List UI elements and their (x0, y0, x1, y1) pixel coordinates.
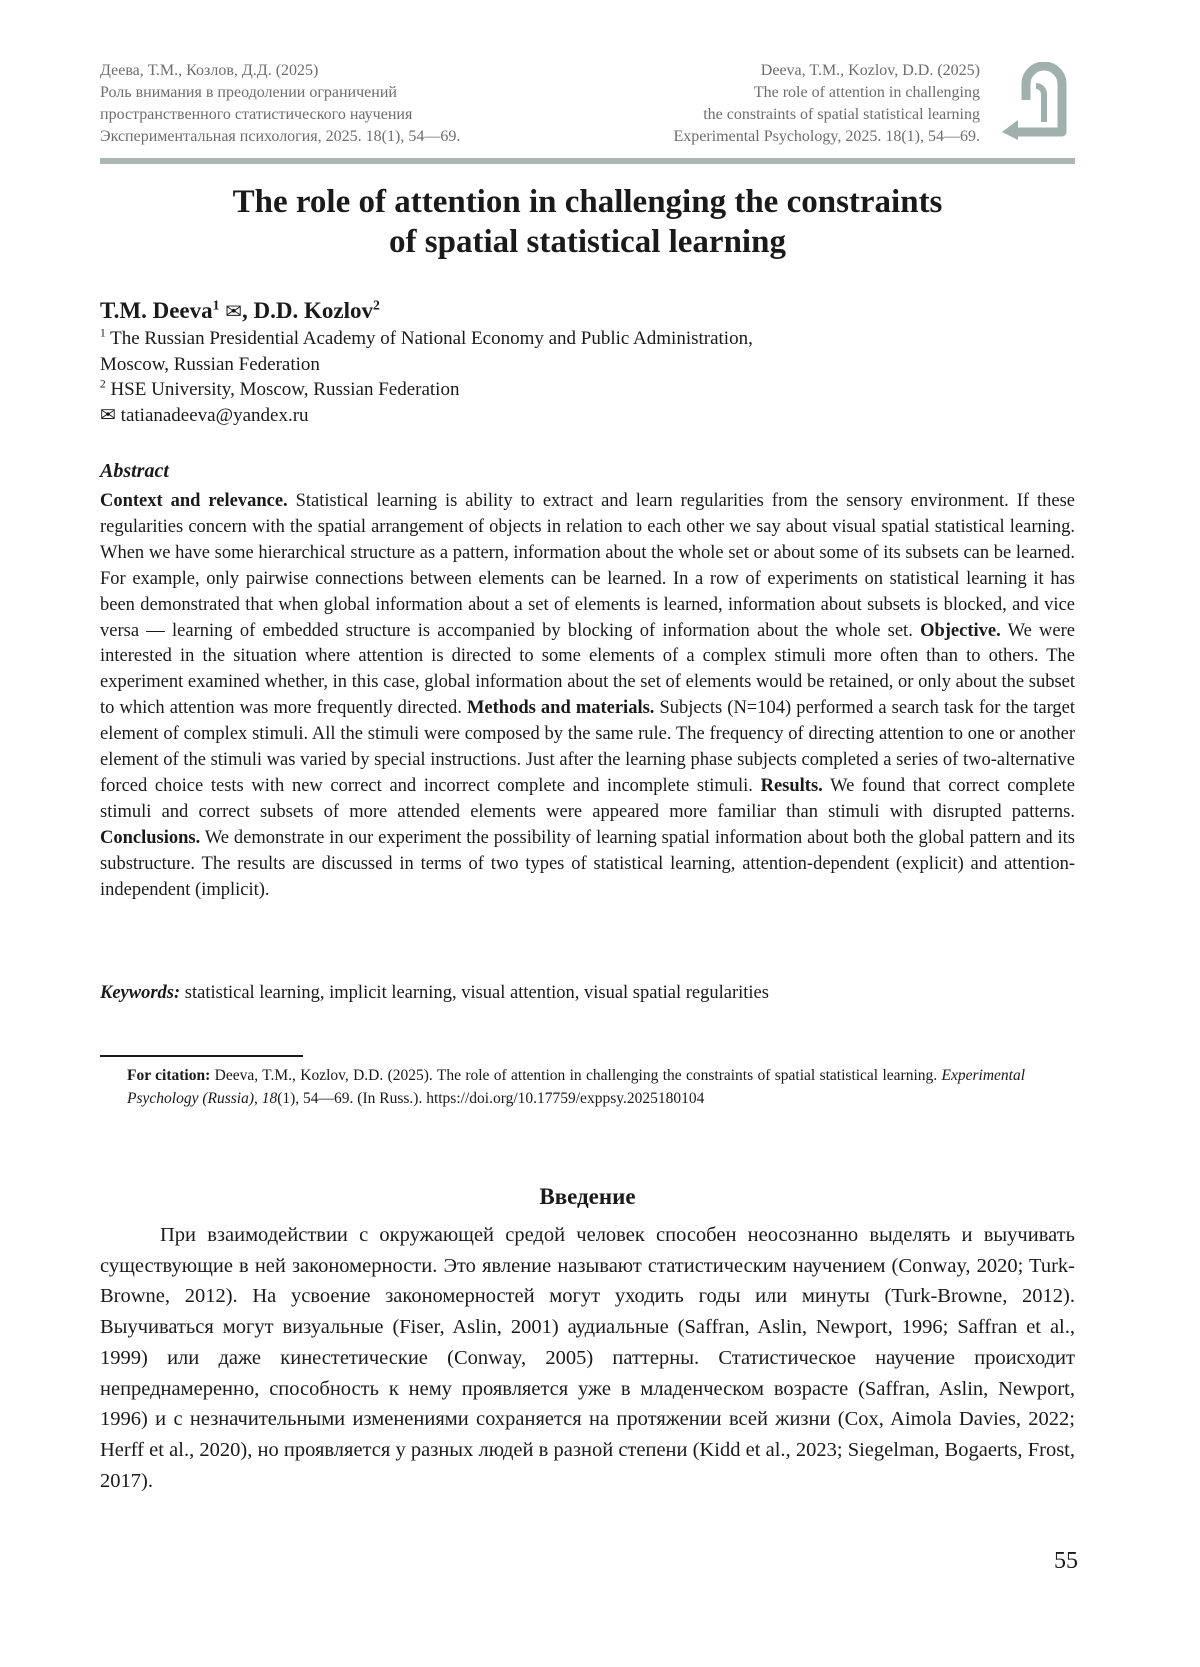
abstract-segment: Subjects (N=104) performed a search task for the target element of complex stimuli. All the stimuli were composed by the same rule. The frequency of directing attention to one or another element of the stimuli was varied by special instructions. Just after the learning phase subjects completed a series of two-alternative forced choice tests with new correct and incorrect complete and incomplete stimuli. (100, 698, 1076, 796)
email-address[interactable]: tatianadeeva@yandex.ru (115, 404, 309, 426)
keywords-text: statistical learning, implicit learning, visual attention, visual spatial regularities (180, 983, 769, 1003)
abstract-segment: Statistical learning is ability to extract and learn regularities from the sensory environment. If these regularities concern with the spatial arrangement of objects in relation to each other we say about visual spatial statistical learning. When we have some hierarchical structure as a pattern, information about the whole set or about some of its subsets can be learned. For example, only pairwise connections between elements can be learned. In a row of experiments on statistical learning it has been demonstrated that when global information about a set of elements is learned, information about subsets is blocked, and vice versa — learning of embedded structure is accompanied by blocking of information about the whole set. (100, 491, 1075, 641)
citation-text: (1), 54—69. (In Russ.). https://doi.org/10.17759/exppsy.2025180104 (277, 1090, 705, 1107)
keywords-label: Keywords: (100, 983, 181, 1003)
citation-journal: Experimental Psychology (Russia) (127, 1067, 1026, 1107)
citation-text: , (253, 1090, 262, 1107)
running-head-line: Experimental Psychology, 2025. 18(1), 54—69. (673, 128, 980, 145)
affiliation-1-cont: Moscow, Russian Federation (100, 353, 320, 375)
abstract-segment: We were interested in the situation where attention is directed to some elements of a complex stimuli more often than to others. The experiment examined whether, in this case, global information about the set of elements would be retained, or only about the subset to which attention was more frequently directed. (100, 620, 1075, 719)
running-head-line: The role of attention in challenging (753, 84, 980, 101)
section-heading: Введение (539, 1184, 636, 1209)
running-head-line: Деева, Т.М., Козлов, Д.Д. (2025) (100, 62, 319, 79)
citation-note (127, 1064, 1025, 1110)
article-title (100, 182, 1075, 262)
abstract-heading: Abstract (100, 460, 169, 482)
abstract-label: Methods and materials. (466, 698, 655, 719)
author-list (100, 298, 380, 324)
journal-logo-icon (1000, 62, 1072, 140)
introduction-paragraph: При взаимодействии с окружающей средой человек способен неосознанно выделять и выучивать существующие в ней закономерности. Это явление называют статистическим научением (Conway, 2020; Turk-Browne, 2012). На усвоение закономерностей могут уходить годы или минуты (Turk-Browne, 2012). Выучиваться могут визуальные (Fiser, Aslin, 2001) аудиальные (Saffran, Aslin, Newport, 1996; Saffran et al., 1999) или даже кинестетические (Conway, 2005) паттерны. Статистическое научение происходит непреднамеренно, способность к нему проявляется уже в младенческом возрасте (Saffran, Aslin, Newport, 1996) и с незначительными изменениями сохраняется на протяжении всей жизни (Cox, Aimola Davies, 2022; Herff et al., 2020), но проявляется у разных людей в разной степени (Kidd et al., 2023; Siegelman, Bogaerts, Frost, 2017). (100, 1224, 1075, 1492)
running-head-line: пространственного статистического научения (100, 106, 413, 123)
author-separator: , (242, 298, 254, 323)
citation-label: For citation: (127, 1067, 211, 1084)
header-rule (100, 158, 1075, 164)
affiliation-1 (100, 326, 753, 352)
abstract-text (100, 489, 1075, 904)
abstract-label: Results. (760, 775, 823, 796)
running-head-line: Экспериментальная психология, 2025. 18(1), 54—69. (100, 128, 461, 145)
running-head-english (520, 60, 980, 148)
mail-icon: ✉ (225, 301, 243, 323)
affiliations (100, 326, 753, 428)
author-name: D.D. Kozlov (253, 298, 374, 323)
title-line: of spatial statistical learning (389, 224, 786, 260)
abstract-label: Objective. (920, 620, 1001, 641)
title-line: The role of attention in challenging the constraints (232, 184, 943, 220)
citation-volume: 18 (261, 1090, 278, 1107)
affiliation-text: The Russian Presidential Academy of National Economy and Public Administration, (105, 328, 753, 349)
author-affiliation-mark: 2 (373, 297, 380, 313)
footnote-rule (100, 1055, 303, 1057)
running-head-line: the constraints of spatial statistical learning (703, 106, 980, 123)
running-head-line: Роль внимания в преодолении ограничений (100, 84, 397, 101)
affiliation-mark: 2 (100, 378, 106, 391)
affiliation-mark: 1 (100, 327, 106, 340)
abstract-segment: We demonstrate in our experiment the possibility of learning spatial information about both the global pattern and its substructure. The results are discussed in terms of two types of statistical learning, attention-dependent (explicit) and attention-independent (implicit). (100, 827, 1075, 900)
author-name: T.M. Deeva (100, 298, 213, 323)
contact-email (100, 403, 753, 429)
affiliation-text: HSE University, Moscow, Russian Federation (105, 379, 460, 400)
affiliation-2 (100, 377, 753, 403)
abstract-segment: We found that correct complete stimuli and correct subsets of more attended elements were appeared more familiar than stimuli with disrupted patterns. (100, 775, 1076, 822)
citation-text: Deeva, T.M., Kozlov, D.D. (2025). The role of attention in challenging the constraints of spatial statistical learning. (210, 1067, 942, 1084)
mail-icon: ✉ (100, 404, 116, 426)
abstract-label: Context and relevance. (100, 491, 288, 511)
keywords (100, 983, 769, 1004)
abstract-label: Conclusions. (100, 827, 201, 848)
running-head-russian (100, 60, 560, 148)
running-head-line: Deeva, T.M., Kozlov, D.D. (2025) (760, 62, 980, 79)
page-number: 55 (1054, 1548, 1078, 1574)
author-affiliation-mark: 1 (212, 297, 220, 313)
